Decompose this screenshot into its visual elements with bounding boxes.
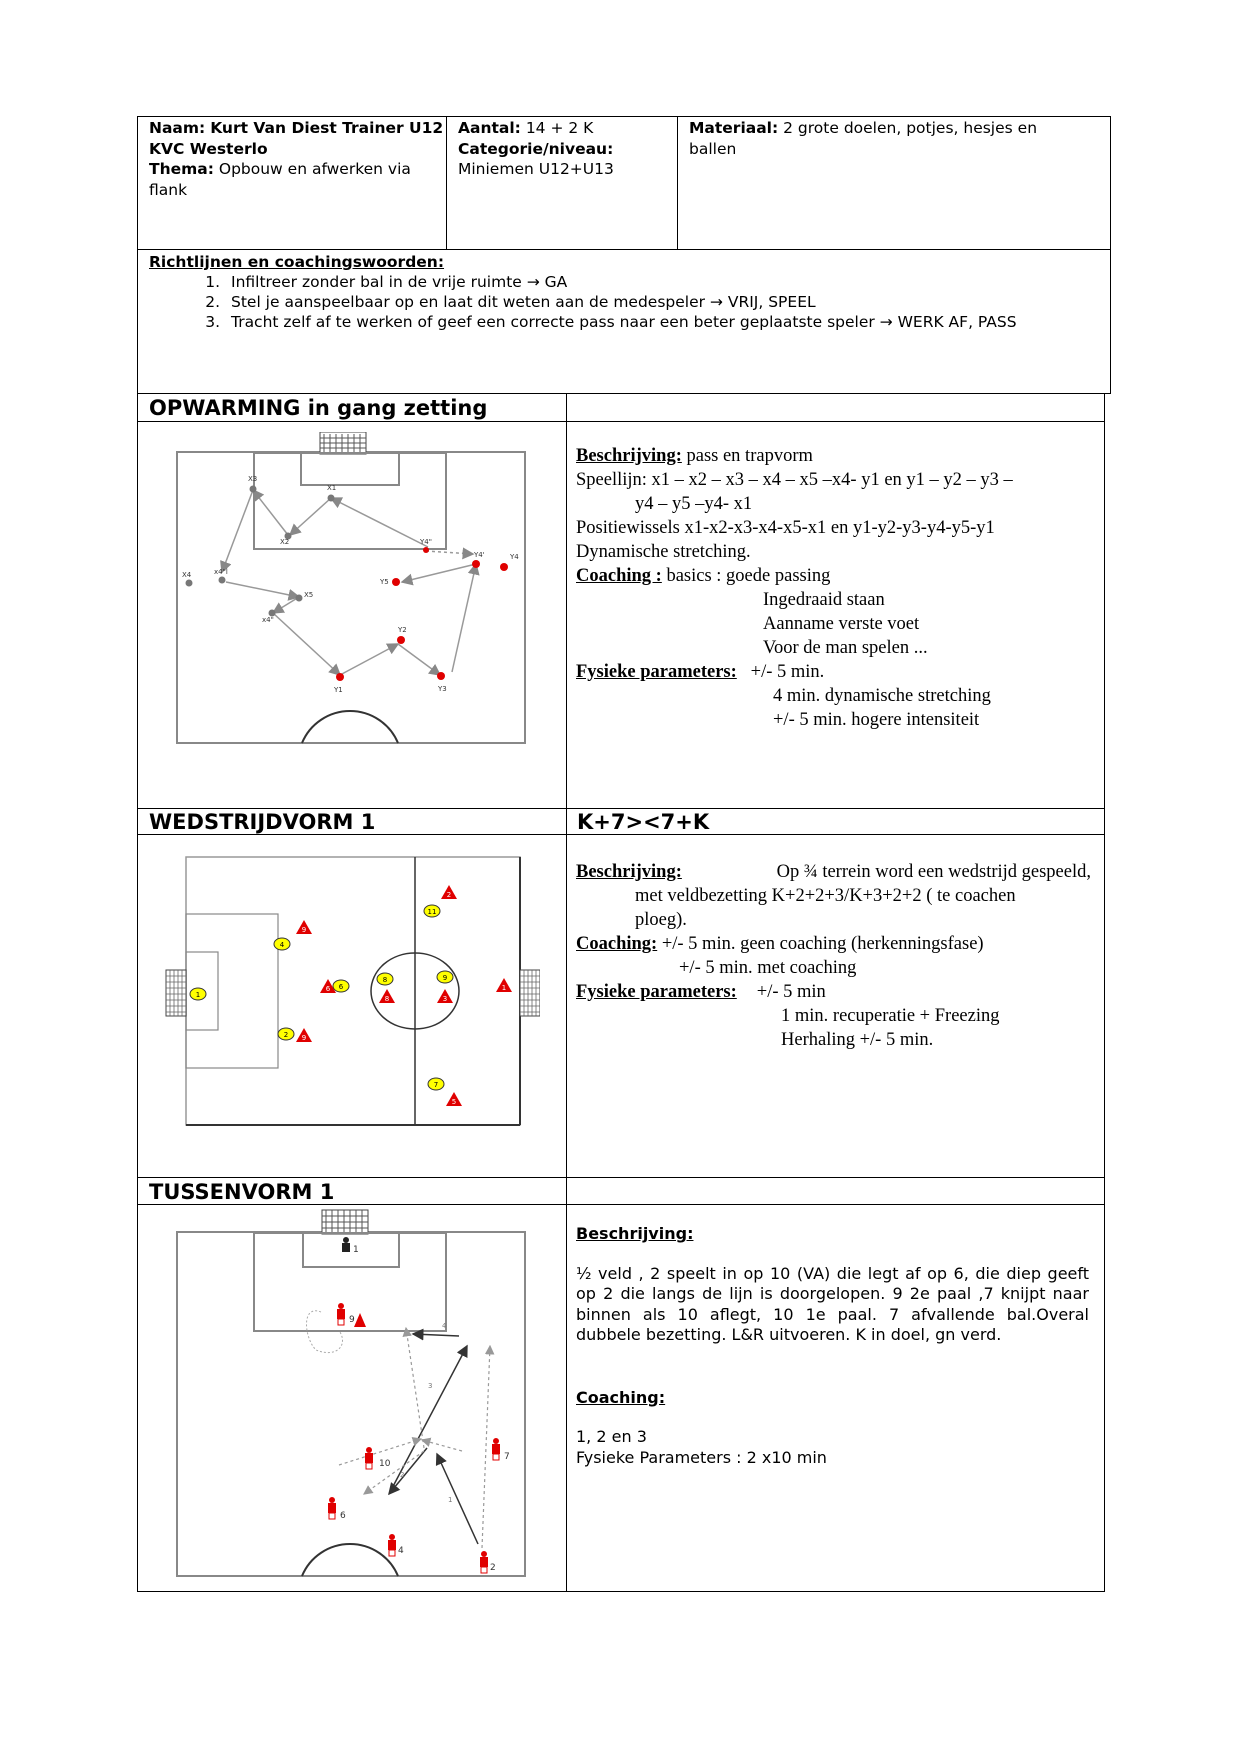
svg-text:9: 9 [301,926,307,934]
header-cell-naam [137,116,447,250]
richtlijn-item: 1. Infiltreer zonder bal in de vrije ruimte → GA [225,272,1110,292]
coaching-value: 1, 2 en 3 [576,1427,647,1446]
goal-icon [320,432,366,454]
yellow-players [190,905,453,1090]
grid-line-bottom [137,1591,1105,1592]
naam-label: Naam: [149,119,206,137]
beschrijving-text: ½ veld , 2 speelt in op 10 (VA) die legt af op 6, die diep geeft op 2 die langs de lijn is doorgelopen. 9 2e paal ,7 knijpt naar binnen als 10 aflegt, 10 1e paal. 7 afvallende bal.Overal dubbele bezetting. L&R uitvoeren. K in doel, gn verd. [576,1263,1089,1344]
goal-right-icon [520,970,540,1016]
tussenvorm-description [576,1224,1089,1468]
svg-text:7: 7 [433,1081,439,1089]
player-label: 10 [379,1459,391,1469]
fysiek-line: +/- 5 min. hogere intensiteit [773,710,980,730]
naam-value: Kurt Van Diest Trainer U12 KVC Westerlo [149,119,444,158]
svg-text:1: 1 [501,984,507,992]
beschrijving-label: Beschrijving: [576,1224,694,1243]
cone-icon [354,1313,366,1327]
header-cell-materiaal [677,116,1111,250]
svg-text:9: 9 [442,974,448,982]
label-x4a: x4"l [214,568,228,576]
categorie-label: Categorie/niveau: [458,139,614,158]
wedstrijdvorm-format: K+7><7+K [577,810,710,834]
section-title-tussenvorm: TUSSENVORM 1 [149,1180,335,1204]
svg-text:1: 1 [195,991,201,999]
arrow-label: 4 [442,1322,447,1330]
label-y5: Y5 [380,578,389,586]
opwarming-description [576,444,1091,732]
coaching-label: Coaching : [576,566,662,586]
fysiek: Fysieke Parameters : 2 x10 min [576,1447,827,1467]
materiaal-label: Materiaal: [689,119,779,137]
red-players [296,885,512,1106]
beschrijving-label: Beschrijving: [576,446,682,466]
svg-text:8: 8 [382,976,388,984]
grid-line-h4 [137,1177,1105,1178]
svg-text:4: 4 [279,941,285,949]
opwarming-diagram [176,432,528,748]
label-x4: X4 [182,571,192,579]
goalkeeper-icon [342,1237,350,1252]
svg-text:2: 2 [283,1031,289,1039]
grid-line-h1 [137,421,1105,422]
beschrijving-label: Beschrijving: [576,862,682,882]
fysiek-line: +/- 5 min [756,982,826,1002]
fysiek-label: Fysieke parameters: [576,662,737,682]
grid-divider-middle [566,393,567,1592]
player-label: 7 [504,1452,510,1462]
richtlijn-item: 3. Tracht zelf af te werken of geef een correcte pass naar een beter geplaatste speler → WERK AF, PASS [225,312,1110,332]
goal-left-icon [166,970,186,1016]
speellijn-line1: Speellijn: x1 – x2 – x3 – x4 – x5 –x4- y1 en y1 – y2 – y3 – [576,470,1013,490]
arrow-label: 2 [400,1471,405,1479]
positiewissels: Positiewissels x1-x2-x3-x4-x5-x1 en y1-y2-y3-y4-y5-y1 [576,518,995,538]
coaching-label: Coaching: [576,1387,666,1407]
richtlijnen-title: Richtlijnen en coachingswoorden: [149,253,445,271]
coaching-label: Coaching: [576,934,658,954]
grid-border-left [137,393,138,1592]
fysiek-line: Herhaling +/- 5 min. [781,1030,934,1050]
tussenvorm-diagram [176,1208,528,1580]
fysiek-line: +/- 5 min. [750,662,825,682]
arrow-label: 1 [448,1496,453,1504]
label-y3: Y3 [438,685,447,693]
thema-label: Thema: [149,160,214,178]
fysiek-line: 1 min. recuperatie + Freezing [781,1006,1000,1026]
svg-text:11: 11 [427,908,437,916]
section-title-wedstrijdvorm: WEDSTRIJDVORM 1 [149,810,376,834]
fysiek-line: 4 min. dynamische stretching [773,686,991,706]
label-y4: Y4 [510,553,519,561]
coaching-line2: +/- 5 min. met coaching [679,958,857,978]
aantal-label: Aantal: [458,119,521,137]
svg-text:6: 6 [338,983,344,991]
label-y1: Y1 [334,686,343,694]
label-x2: X2 [280,538,290,546]
player-label: 9 [349,1315,355,1325]
label-y4b: Y4' [474,551,485,559]
header-cell-aantal [446,116,678,250]
materiaal-value: 2 grote doelen, potjes, hesjes en ballen [689,119,1038,158]
goal-icon [322,1210,368,1234]
player-label: 4 [398,1546,404,1556]
players [328,1237,500,1573]
label-x4b: x4" [262,616,274,624]
categorie-value: Miniemen U12+U13 [458,160,614,178]
beschrijving-line1: Op ¾ terrein word een wedstrijd gespeeld, [776,862,1091,882]
label-x1: X1 [327,484,337,492]
coaching-line: Ingedraaid staan [763,590,885,610]
coaching-line: Voor de man spelen ... [763,638,928,658]
richtlijnen-cell [137,249,1111,394]
richtlijn-item: 2. Stel je aanspeelbaar op en laat dit weten aan de medespeler → VRIJ, SPEEL [225,292,1110,312]
wedstrijdvorm-description [576,860,1091,1052]
player-label: 6 [340,1511,346,1521]
aantal-value: 14 + 2 K [525,119,594,137]
player-label: 2 [490,1563,496,1573]
thema-value: Opbouw en afwerken via flank [149,160,411,199]
svg-text:3: 3 [442,995,448,1003]
grid-border-right [1104,393,1105,1592]
svg-text:6: 6 [325,985,331,993]
coaching-line: basics : goede passing [666,566,831,586]
section-title-opwarming: OPWARMING in gang zetting [149,396,488,420]
label-y2: Y2 [398,626,407,634]
beschrijving-line2: met veldbezetting K+2+2+3/K+3+2+2 ( te coachen [635,886,1016,906]
label-x5: X5 [304,591,314,599]
svg-text:8: 8 [384,995,390,1003]
svg-text:5: 5 [451,1098,457,1106]
stretching: Dynamische stretching. [576,542,751,562]
wedstrijdvorm-diagram [164,852,540,1130]
coaching-line: Aanname verste voet [763,614,920,634]
player-label: 1 [353,1245,359,1255]
fysiek-label: Fysieke parameters: [576,982,737,1002]
arrow-label: 3 [428,1382,433,1390]
coaching-line1: +/- 5 min. geen coaching (herkenningsfase) [661,934,984,954]
label-x3: X3 [248,475,258,483]
beschrijving-line3: ploeg). [635,910,687,930]
svg-text:2: 2 [446,891,452,899]
beschrijving-value: pass en trapvorm [686,446,813,466]
speellijn-line2: y4 – y5 –y4- x1 [635,494,753,514]
svg-text:9: 9 [301,1034,307,1042]
label-y4a: Y4" [420,538,432,546]
